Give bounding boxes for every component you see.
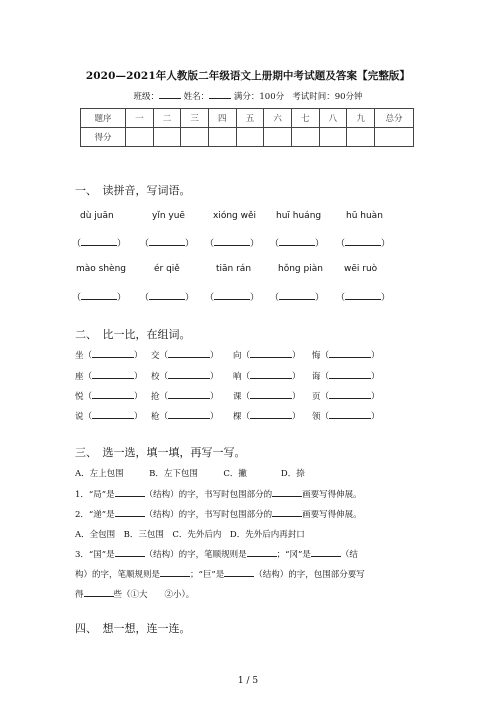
score-cell[interactable]	[236, 128, 264, 147]
word-item[interactable]: 座（ ）	[75, 372, 143, 382]
word-item[interactable]: 领（ ）	[312, 412, 380, 422]
question-3-line-1: 3．“国”是 （结构）的字，笔顺规则是 ；“冈”是 （结	[75, 550, 358, 560]
page-title: 2020—2021年人教版二年级语文上册期中考试题及答案【完整版】	[85, 70, 411, 82]
pinyin: wēi ruò	[344, 264, 378, 274]
class-label: 班级：	[133, 92, 159, 102]
word-item[interactable]: 向（ ）	[233, 351, 301, 361]
answer-paren[interactable]: （ ）	[336, 239, 391, 249]
word-item[interactable]: 棵（ ）	[233, 412, 301, 422]
pinyin: hǒng piàn	[278, 264, 323, 274]
header-cell: 九	[347, 109, 375, 128]
answer-blank[interactable]	[84, 588, 114, 597]
score-table-header	[81, 109, 414, 128]
score-cell[interactable]	[347, 128, 375, 147]
exam-info	[0, 90, 496, 102]
answer-paren[interactable]: （ ）	[72, 239, 127, 249]
answer-paren[interactable]: （ ）	[336, 293, 391, 303]
header-cell: 八	[319, 109, 347, 128]
options-line-1: A．左上包围 B．左下包围 C．撇 D．捺	[75, 469, 305, 479]
word-item[interactable]: 课（ ）	[233, 392, 301, 402]
header-cell: 三	[181, 109, 209, 128]
score-cell[interactable]	[153, 128, 181, 147]
answer-paren[interactable]: （ ）	[72, 293, 127, 303]
section-3-heading: 三、 选一选，填一填，再写一写。	[75, 446, 246, 459]
score-table	[80, 108, 414, 147]
page-number: 1 / 5	[237, 676, 259, 686]
header-cell: 总分	[375, 109, 414, 128]
score-cell[interactable]	[208, 128, 236, 147]
section-4-heading: 四、 想一想，连一连。	[75, 622, 191, 635]
answer-paren[interactable]: （ ）	[205, 239, 260, 249]
header-cell: 六	[264, 109, 292, 128]
header-cell: 一	[126, 109, 154, 128]
answer-blank[interactable]	[272, 488, 302, 497]
pinyin: dù juān	[80, 211, 114, 221]
answer-blank[interactable]	[160, 568, 190, 577]
answer-blank[interactable]	[115, 548, 145, 557]
answer-blank[interactable]	[247, 548, 277, 557]
header-cell: 二	[153, 109, 181, 128]
options-line-2: A．全包围 B．三包围 C．先外后内 D．先外后内再封口	[75, 530, 305, 540]
question-1: 1．“局”是 （结构）的字，书写时包围部分的 画要写得伸展。	[75, 490, 362, 500]
pinyin: tiān rán	[216, 264, 252, 274]
answer-paren[interactable]: （ ）	[270, 239, 325, 249]
score-table-row	[81, 128, 414, 147]
name-blank	[209, 90, 231, 99]
word-item[interactable]: 悦（ ）	[75, 392, 143, 402]
section-2-heading: 二、 比一比，在组词。	[75, 328, 191, 341]
score-cell[interactable]	[126, 128, 154, 147]
answer-blank[interactable]	[115, 488, 145, 497]
name-label: 姓名：	[183, 92, 210, 102]
score-cell[interactable]	[291, 128, 319, 147]
answer-paren[interactable]: （ ）	[140, 239, 195, 249]
word-item[interactable]: 悔（ ）	[312, 351, 380, 361]
word-item[interactable]: 说（ ）	[75, 412, 143, 422]
pinyin: yǐn yuē	[152, 211, 185, 221]
time-label: 考试时间：90分钟	[292, 92, 363, 102]
answer-paren[interactable]: （ ）	[270, 293, 325, 303]
header-cell: 七	[291, 109, 319, 128]
score-cell[interactable]	[375, 128, 414, 147]
pinyin: hū huàn	[346, 211, 383, 221]
question-3-line-2: 构）的字，笔顺规则是 ；“巨”是 （结构）的字，包围部分要写	[75, 570, 365, 580]
class-blank	[159, 90, 181, 99]
word-item[interactable]: 响（ ）	[233, 372, 301, 382]
word-item[interactable]: 抢（ ）	[151, 392, 219, 402]
pinyin: huī huáng	[276, 211, 322, 221]
header-cell: 题序	[81, 109, 126, 128]
header-cell: 四	[208, 109, 236, 128]
word-item[interactable]: 诲（ ）	[312, 372, 380, 382]
row-label: 得分	[81, 128, 126, 147]
answer-blank[interactable]	[224, 568, 254, 577]
answer-blank[interactable]	[272, 508, 302, 517]
pinyin: xióng wěi	[213, 211, 257, 221]
score-cell[interactable]	[319, 128, 347, 147]
header-cell: 五	[236, 109, 264, 128]
answer-paren[interactable]: （ ）	[205, 293, 260, 303]
question-2: 2．“递”是 （结构）的字，书写时包围部分的 画要写得伸展。	[75, 510, 362, 520]
question-3-line-3: 得 些（①大 ②小）。	[75, 590, 195, 600]
section-1-heading: 一、 读拼音，写词语。	[75, 184, 191, 197]
pinyin: ér qiě	[154, 264, 180, 274]
answer-paren[interactable]: （ ）	[140, 293, 195, 303]
word-item[interactable]: 枪（ ）	[151, 412, 219, 422]
pinyin: mào shèng	[76, 264, 126, 274]
answer-blank[interactable]	[311, 548, 341, 557]
score-cell[interactable]	[181, 128, 209, 147]
word-item[interactable]: 坐（ ）	[75, 351, 143, 361]
word-item[interactable]: 页（ ）	[312, 392, 380, 402]
score-cell[interactable]	[264, 128, 292, 147]
word-item[interactable]: 校（ ）	[151, 372, 219, 382]
answer-blank[interactable]	[115, 508, 145, 517]
score-label: 满分：100分	[233, 92, 285, 102]
word-item[interactable]: 交（ ）	[151, 351, 219, 361]
